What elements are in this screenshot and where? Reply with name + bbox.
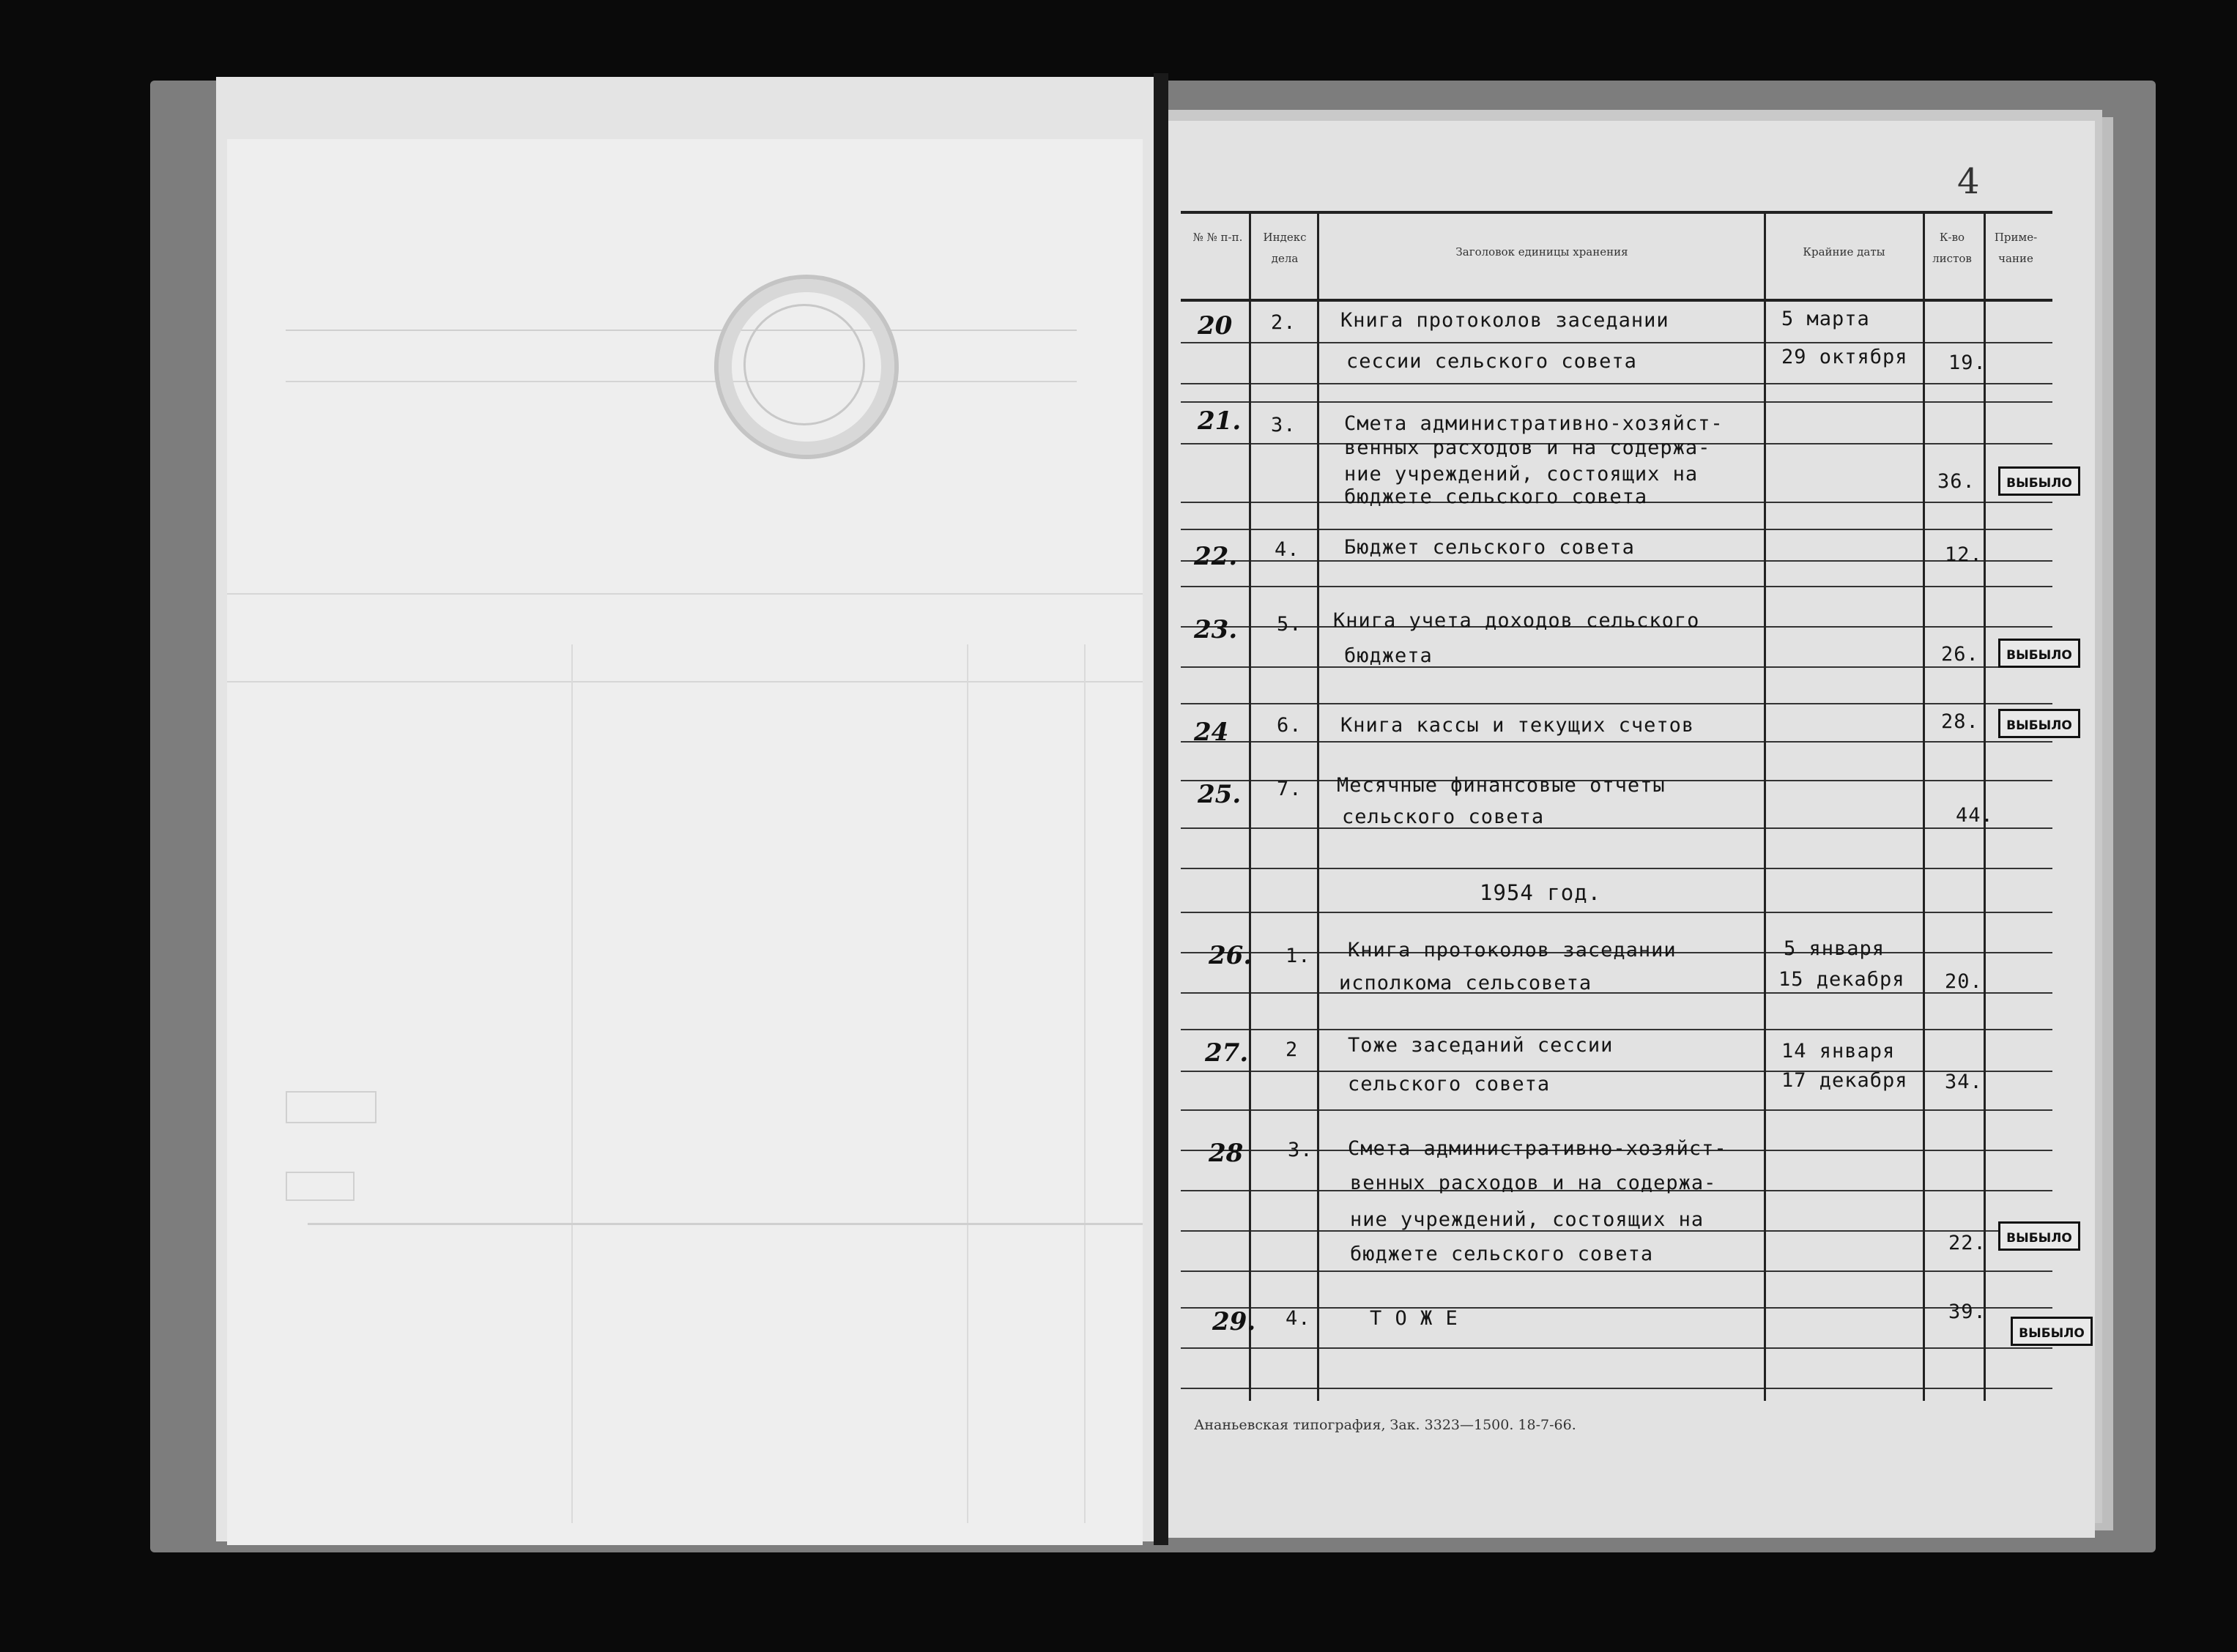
col-divider-3 [1764,211,1766,1401]
row-21-title-2: венных расходов и на содержа- [1344,436,1711,459]
faint-stamp-inner [743,304,865,425]
vybylo-stamp-row-23: ВЫБЫЛО [1998,639,2080,668]
rule-15 [1181,868,2052,869]
row-26-date-2: 15 декабря [1778,968,1905,991]
row-27-title-2: сельского совета [1348,1073,1551,1095]
row-21-title-3: ние учреждений, состоящих на [1344,463,1699,485]
vybylo-stamp-row-29: ВЫБЫЛО [2011,1317,2093,1346]
rule-7 [1181,560,2052,562]
page-number: 4 [1957,161,1980,202]
row-27-title-1: Тоже заседаний сессии [1348,1034,1614,1057]
header-title: Заголовок единицы хранения [1455,245,1628,258]
row-27-date-2: 17 декабря [1781,1069,1908,1092]
rule-16 [1181,912,2052,913]
row-22-num: 22. [1194,542,1238,571]
row-28-title-2: венных расходов и на содержа- [1350,1172,1717,1194]
row-20-title-2: сессии сельского совета [1346,350,1637,373]
row-25-title-2: сельского совета [1342,805,1545,828]
rule-14 [1181,827,2052,829]
header-num: № № п-п. [1192,231,1243,244]
row-27-num: 27. [1205,1038,1249,1068]
header-sheets: К-во листов [1932,231,1972,265]
row-20-title-1: Книга протоколов заседании [1340,309,1669,332]
row-21-index: 3. [1271,414,1296,436]
row-23-sheets: 26. [1941,643,1979,666]
rule-12 [1181,741,2052,743]
row-24-title-1: Книга кассы и текущих счетов [1340,714,1695,737]
row-28-title-3: ние учреждений, состоящих на [1350,1208,1704,1231]
row-26-date-1: 5 января [1784,937,1885,960]
row-28-index: 3. [1288,1139,1313,1161]
row-21-title-1: Смета административно-хозяйст- [1344,412,1724,435]
rule-27 [1181,1347,2052,1349]
row-22-index: 4. [1275,538,1300,561]
rule-6 [1181,529,2052,530]
row-22-sheets: 12. [1945,543,1983,566]
rule-1 [1181,342,2052,343]
row-23-index: 5. [1277,613,1302,636]
vybylo-stamp-row-24: ВЫБЫЛО [1998,709,2080,738]
row-20-num: 20 [1198,311,1233,341]
row-29-sheets: 39. [1948,1301,1986,1323]
row-26-sheets: 20. [1945,970,1983,993]
row-24-num: 24 [1194,718,1229,747]
row-25-index: 7. [1277,778,1302,800]
header-dates: Крайние даты [1803,245,1885,258]
row-26-title-1: Книга протоколов заседании [1348,939,1677,961]
col-divider-4 [1923,211,1925,1401]
row-20-sheets: 19. [1948,351,1986,374]
row-26-index: 1. [1286,945,1311,967]
row-20-date-1: 5 марта [1781,308,1870,330]
row-27-date-1: 14 января [1781,1040,1896,1063]
rule-25 [1181,1270,2052,1272]
row-27-sheets: 34. [1945,1071,1983,1093]
row-27-index: 2 [1286,1038,1299,1061]
header-bottom-border [1181,299,2052,302]
book-gutter [1154,73,1168,1545]
header-note: Приме- чание [1994,231,2038,265]
rule-10 [1181,666,2052,668]
rule-19 [1181,1029,2052,1030]
row-20-date-2: 29 октября [1781,346,1908,368]
row-28-num: 28 [1209,1139,1244,1168]
row-25-sheets: 44. [1956,804,1994,827]
row-26-num: 26. [1209,941,1253,970]
rule-11 [1181,703,2052,704]
row-29-index: 4. [1286,1307,1311,1330]
rule-3 [1181,401,2052,403]
row-20-index: 2. [1271,311,1296,334]
header-index: Индекс дела [1263,231,1307,265]
row-24-index: 6. [1277,714,1302,737]
row-29-title-1: Т О Ж Е [1370,1307,1458,1330]
row-23-num: 23. [1194,615,1238,644]
rule-2 [1181,383,2052,384]
left-page-sheet [227,139,1143,1545]
row-24-sheets: 28. [1941,710,1979,733]
rule-20 [1181,1071,2052,1072]
col-divider-1 [1249,211,1251,1401]
row-22-title-1: Бюджет сельского совета [1344,536,1635,559]
row-28-sheets: 22. [1948,1232,1986,1254]
row-23-title-2: бюджета [1344,644,1433,667]
rule-8 [1181,586,2052,587]
row-21-title-4: бюджете сельского совета [1344,485,1648,508]
row-25-num: 25. [1198,780,1242,809]
rule-26 [1181,1307,2052,1309]
printer-imprint: Ананьевская типография, Зак. 3323—1500. 18-7-66. [1194,1417,1576,1433]
row-28-title-4: бюджете сельского совета [1350,1243,1654,1265]
row-26-title-2: исполкома сельсовета [1339,972,1592,994]
vybylo-stamp-row-28: ВЫБЫЛО [1998,1221,2080,1251]
row-23-title-1: Книга учета доходов сельского [1333,609,1700,632]
row-28-title-1: Смета административно-хозяйст- [1348,1137,1727,1160]
rule-28 [1181,1388,2052,1389]
table-top-border [1181,211,2052,214]
rule-21 [1181,1109,2052,1111]
row-21-sheets: 36. [1937,470,1976,493]
row-25-title-1: Месячные финансовые отчеты [1337,774,1666,797]
col-divider-2 [1317,211,1319,1401]
row-21-num: 21. [1198,406,1242,436]
row-29-num: 29. [1212,1307,1256,1336]
year-heading: 1954 год. [1480,880,1602,905]
vybylo-stamp-row-21: ВЫБЫЛО [1998,466,2080,496]
rule-18 [1181,992,2052,994]
